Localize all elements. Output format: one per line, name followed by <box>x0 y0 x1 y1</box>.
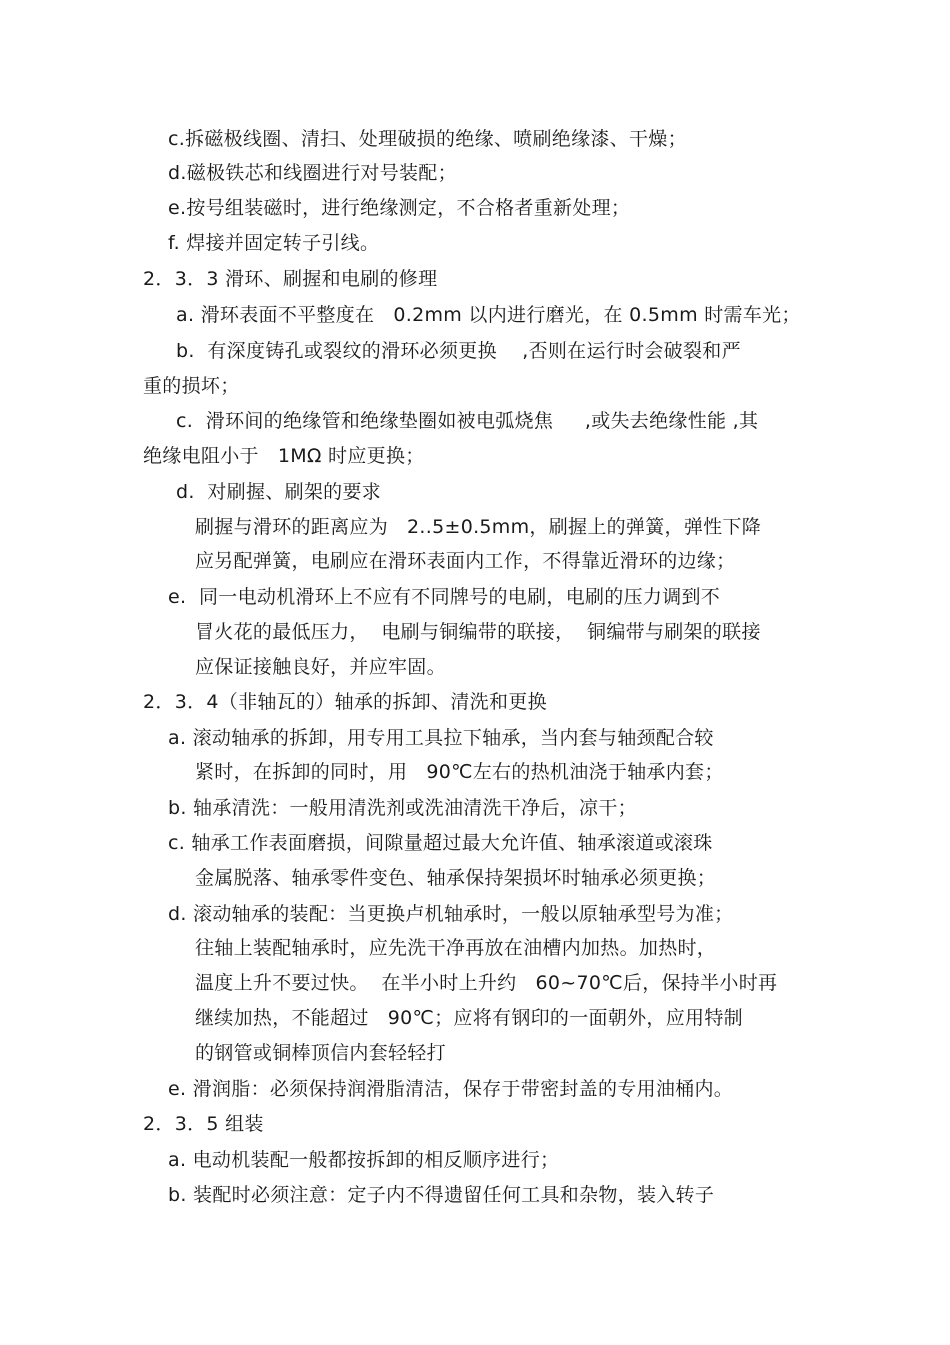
text-line: e. 同一电动机滑环上不应有不同牌号的电刷，电刷的压力调到不 <box>168 586 721 608</box>
text-line: 应另配弹簧，电刷应在滑环表面内工作，不得靠近滑环的边缘； <box>195 550 736 572</box>
text-line: 往轴上装配轴承时，应先洗干净再放在油槽内加热。加热时， <box>195 937 717 959</box>
text-line: 刷握与滑环的距离应为 2..5±0.5mm，刷握上的弹簧，弹性下降 <box>195 516 762 538</box>
text-line: a. 电动机装配一般都按拆卸的相反顺序进行； <box>168 1149 560 1171</box>
text-line: 冒火花的最低压力， 电刷与铜编带的联接， 铜编带与刷架的联接 <box>195 621 761 643</box>
text-line: 重的损坏； <box>143 375 240 397</box>
text-line: f. 焊接并固定转子引线。 <box>168 232 380 254</box>
section-heading: 2．3．3 滑环、刷握和电刷的修理 <box>143 268 438 290</box>
text-line: 紧时，在拆卸的同时，用 90℃左右的热机油浇于轴承内套； <box>195 761 724 783</box>
text-line: c. 滑环间的绝缘管和绝缘垫圈如被电弧烧焦 ,或失去绝缘性能 ,其 <box>176 410 759 432</box>
text-line: 金属脱落、轴承零件变色、轴承保持架损坏时轴承必须更换； <box>195 867 717 889</box>
text-line: b. 装配时必须注意：定子内不得遗留任何工具和杂物，装入转子 <box>168 1184 715 1206</box>
text-line: 绝缘电阻小于 1MΩ 时应更换； <box>143 445 425 467</box>
text-line: b. 轴承清洗：一般用清洗剂或洗油清洗干净后，凉干； <box>168 797 637 819</box>
text-line: e. 滑润脂：必须保持润滑脂清洁，保存于带密封盖的专用油桶内。 <box>168 1078 734 1100</box>
text-line: d.磁极铁芯和线圈进行对号装配； <box>168 162 457 184</box>
text-line: 应保证接触良好，并应牢固。 <box>195 656 446 678</box>
text-line: 温度上升不要过快。 在半小时上升约 60~70℃后，保持半小时再 <box>195 972 778 994</box>
text-line: a. 滚动轴承的拆卸，用专用工具拉下轴承，当内套与轴颈配合较 <box>168 727 714 749</box>
text-line: d. 对刷握、刷架的要求 <box>176 481 382 503</box>
section-heading: 2．3．4（非轴瓦的）轴承的拆卸、清洗和更换 <box>143 691 547 713</box>
section-heading: 2．3．5 组装 <box>143 1113 264 1135</box>
text-line: b. 有深度铸孔或裂纹的滑环必须更换 ,否则在运行时会破裂和严 <box>176 340 741 362</box>
text-line: c.拆磁极线圈、清扫、处理破损的绝缘、喷刷绝缘漆、干燥； <box>168 128 687 150</box>
text-line: d. 滚动轴承的装配：当更换卢机轴承时，一般以原轴承型号为准； <box>168 903 734 925</box>
text-line: 继续加热，不能超过 90℃；应将有钢印的一面朝外，应用特制 <box>195 1007 743 1029</box>
text-line: c. 轴承工作表面磨损，间隙量超过最大允许值、轴承滚道或滚珠 <box>168 832 713 854</box>
text-line: 的钢管或铜棒顶信内套轻轻打 <box>195 1042 446 1064</box>
text-line: e.按号组装磁时，进行绝缘测定，不合格者重新处理； <box>168 197 631 219</box>
text-line: a. 滑环表面不平整度在 0.2mm 以内进行磨光，在 0.5mm 时需车光； <box>176 304 801 326</box>
